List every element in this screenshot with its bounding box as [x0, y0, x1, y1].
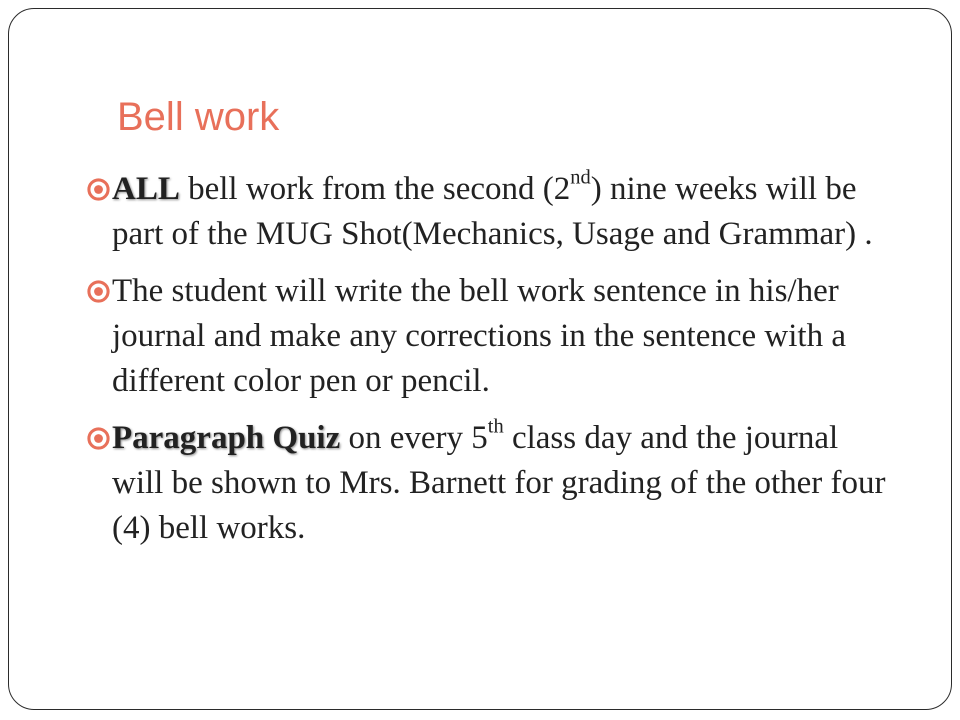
bullet-text: ) nine weeks will be part of the MUG Shot(Mechanics, Usage and Grammar) . — [112, 171, 873, 252]
bullet-bold-text: ALL — [112, 171, 180, 207]
bullet-text: on every 5 — [340, 420, 488, 456]
bullet-bold-text: Paragraph Quiz — [112, 420, 341, 456]
bullet-list — [87, 167, 887, 563]
slide — [8, 8, 952, 710]
bullet-item — [87, 269, 887, 404]
bullet-text: The student will write the bell work sentence in his/her journal and make any corrections in the sentence with a different color pen or pencil. — [112, 273, 846, 399]
target-bullet-icon — [87, 280, 110, 303]
target-bullet-icon — [87, 427, 110, 450]
target-bullet-icon — [87, 178, 110, 201]
bullet-text: bell work from the second (2 — [179, 171, 571, 207]
bullet-item — [87, 416, 887, 551]
bullet-item — [87, 167, 887, 257]
superscript: th — [487, 415, 504, 438]
superscript: nd — [570, 166, 591, 189]
bullet-text: class day and the journal will be shown to Mrs. Barnett for grading of the other four (4) bell works. — [112, 420, 886, 546]
slide-title: Bell work — [117, 95, 280, 139]
